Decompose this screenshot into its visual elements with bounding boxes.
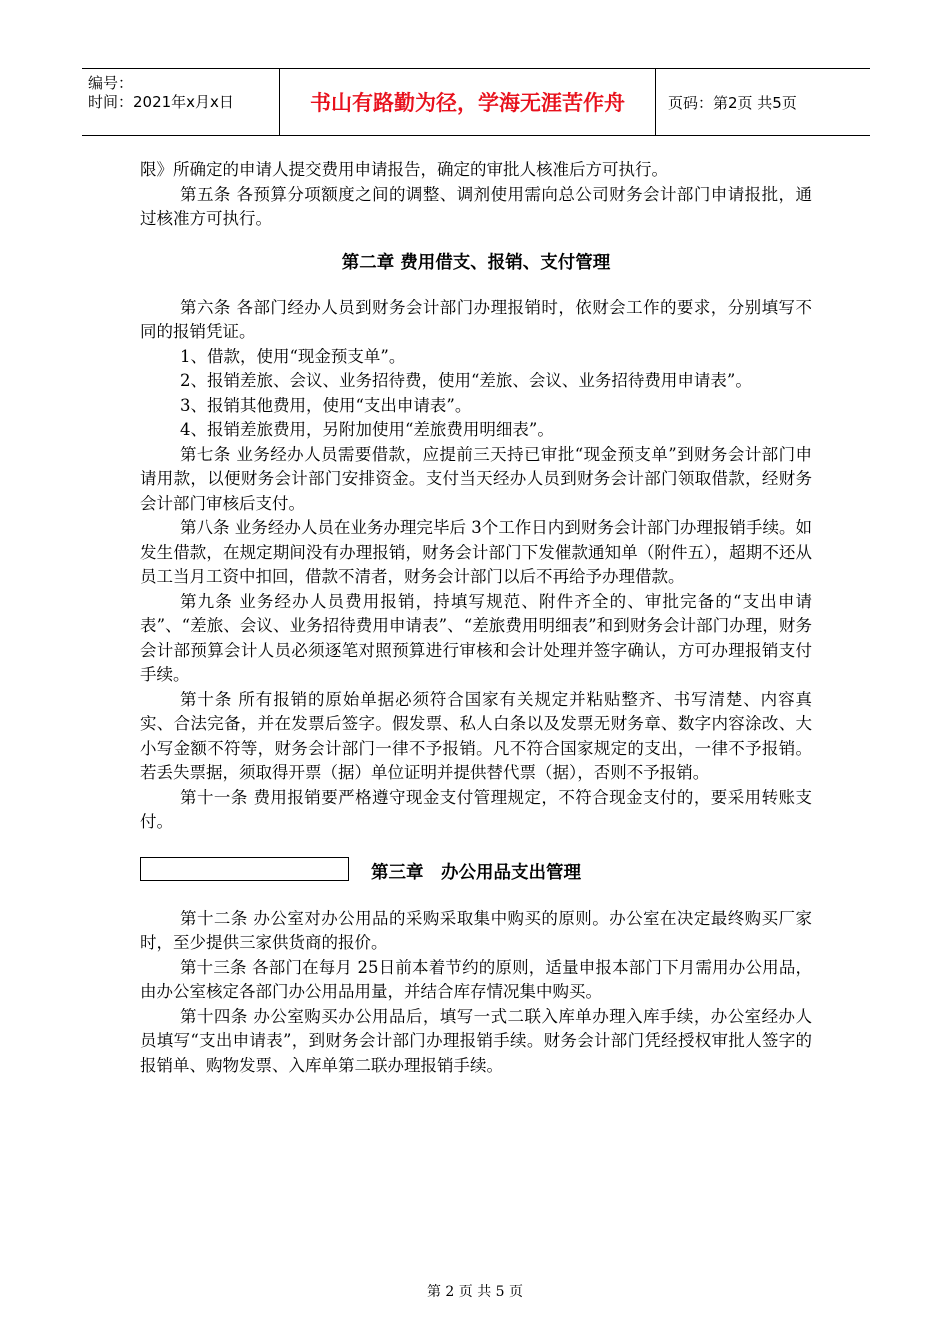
document-body (140, 158, 812, 1078)
paragraph: 第八条 业务经办人员在业务办理完毕后 3个工作日内到财务会计部门办理报销手续。如发生借款，在规定期间没有办理报销，财务会计部门下发催款通知单（附件五），超期不还从员工当月工资中扣回，借款不清者，财务会计部门以后不再给予办理借款。 (140, 518, 812, 586)
page-label: 页码：第2页 共5页 (668, 93, 797, 112)
header-table (82, 68, 870, 136)
list-item: 2、报销差旅、会议、业务招待费，使用“差旅、会议、业务招待费用申请表”。 (180, 371, 752, 390)
paragraph: 第十三条 各部门在每月 25日前本着节约的原则，适量申报本部门下月需用办公用品，由办公室核定各部门办公用品用量，并结合库存情况集中购买。 (140, 957, 812, 1001)
chapter-2-title: 第二章 费用借支、报销、支付管理 (341, 252, 611, 273)
paragraph: 第七条 业务经办人员需要借款，应提前三天持已审批“现金预支单”到财务会计部门申请用款，以便财务会计部门安排资金。支付当天经办人员到财务会计部门领取借款，经财务会计部门审核后支付。 (140, 444, 812, 513)
chapter-3-heading (140, 857, 812, 885)
list-item: 1、借款，使用“现金预支单”。 (180, 346, 406, 366)
page-footer: 第 2 页 共 5 页 (426, 1284, 524, 1300)
paragraph: 第十条 所有报销的原始单据必须符合国家有关规定并粘贴整齐、书写清楚、内容真实、合法完备，并在发票后签字。假发票、私人白条以及发票无财务章、数字内容涂改、大小写金额不符等，财务会计部门一律不予报销。凡不符合国家规定的支出，一律不予报销。若丢失票据，须取得开票（据）单位证明并提供替代票（据），否则不予报销。 (140, 689, 812, 782)
header-info-cell (82, 69, 280, 135)
number-label: 编号： (88, 74, 134, 92)
time-label: 时间：2021年x月x日 (88, 93, 234, 111)
paragraph: 限》所确定的申请人提交费用申请报告，确定的审批人核准后方可执行。 (140, 160, 668, 179)
chapter-3-title: 第三章 办公用品支出管理 (371, 862, 581, 883)
paragraph: 第九条 业务经办人员费用报销，持填写规范、附件齐全的、审批完备的“支出申请表”、“差旅、会议、业务招待费用申请表”、“差旅费用明细表”和到财务会计部门办理，财务会计部预算会计人员必须逐笔对照预算进行审核和会计处理并签字确认，方可办理报销支付手续。 (140, 591, 812, 684)
paragraph: 第十二条 办公室对办公用品的采购采取集中购买的原则。办公室在决定最终购买厂家时，至少提供三家供货商的报价。 (140, 908, 812, 952)
paragraph: 第五条 各预算分项额度之间的调整、调剂使用需向总公司财务会计部门申请报批，通过核准方可执行。 (140, 184, 812, 228)
paragraph: 第十四条 办公室购买办公用品后，填写一式二联入库单办理入库手续，办公室经办人员填写“支出申请表”，到财务会计部门办理报销手续。财务会计部门凭经授权审批人签字的报销单、购物发票、入库单第二联办理报销手续。 (140, 1006, 812, 1075)
motto: 书山有路勤为径，学海无涯苦作舟 (280, 69, 656, 135)
list-item: 4、报销差旅费用，另附加使用“差旅费用明细表”。 (180, 420, 554, 439)
list-item: 3、报销其他费用，使用“支出申请表”。 (180, 395, 472, 415)
paragraph: 第六条 各部门经办人员到财务会计部门办理报销时，依财会工作的要求，分别填写不同的报销凭证。 (140, 297, 812, 341)
paragraph: 第十一条 费用报销要严格遵守现金支付管理规定，不符合现金支付的，要采用转账支付。 (140, 787, 812, 831)
